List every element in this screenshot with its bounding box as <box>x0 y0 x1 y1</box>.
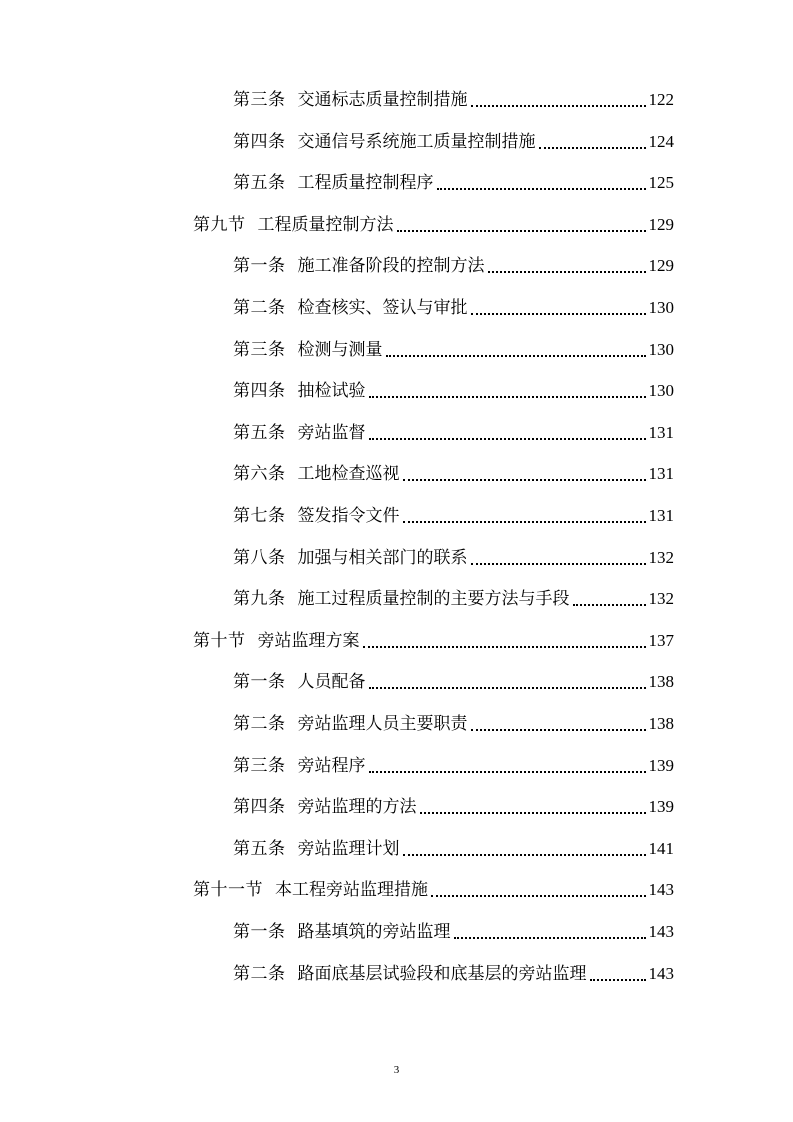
toc-section-entry[interactable] <box>193 213 674 237</box>
toc-entry-title: 加强与相关部门的联系 <box>297 547 468 568</box>
toc-entry-page: 143 <box>648 922 674 941</box>
toc-entry[interactable] <box>233 421 674 445</box>
toc-entry-title: 工程质量控制方法 <box>257 214 394 235</box>
toc-entry-title: 旁站监理的方法 <box>297 797 417 818</box>
toc-entry-title: 检测与测量 <box>297 339 383 360</box>
toc-leader-dots <box>363 646 646 648</box>
toc-entry-page: 130 <box>648 298 674 317</box>
toc-entry-title: 路面底基层试验段和底基层的旁站监理 <box>297 963 587 984</box>
toc-entry-number: 第一条 <box>233 922 286 942</box>
toc-entry-page: 137 <box>648 630 674 650</box>
toc-leader-dots <box>539 147 646 149</box>
toc-entry-number: 第九节 <box>193 214 246 235</box>
page-number: 3 <box>393 1064 400 1076</box>
toc-entry[interactable] <box>233 88 674 112</box>
toc-entry-number: 第五条 <box>233 173 286 194</box>
toc-entry[interactable] <box>233 338 674 362</box>
toc-leader-dots <box>403 521 646 523</box>
toc-entry[interactable] <box>233 296 674 320</box>
toc-leader-dots <box>471 729 646 731</box>
toc-entry-title: 旁站监理计划 <box>297 838 400 859</box>
toc-entry-page: 132 <box>648 547 674 567</box>
toc-leader-dots <box>488 271 646 273</box>
toc-entry-page: 130 <box>648 339 674 359</box>
toc-leader-dots <box>437 188 646 190</box>
toc-entry[interactable] <box>233 504 674 528</box>
toc-entry-title: 旁站监督 <box>297 422 366 443</box>
toc-entry-page: 143 <box>648 963 674 983</box>
toc-leader-dots <box>454 937 646 939</box>
toc-section-entry[interactable] <box>193 878 674 902</box>
toc-leader-dots <box>369 396 646 398</box>
toc-entry-number: 第一条 <box>233 672 286 693</box>
toc-entry[interactable] <box>233 795 674 819</box>
toc-entry-number: 第六条 <box>233 464 286 485</box>
toc-entry[interactable] <box>233 920 674 944</box>
toc-entry-title: 人员配备 <box>297 672 366 693</box>
toc-entry-page: 141 <box>648 838 674 858</box>
toc-entry-page: 129 <box>648 256 674 276</box>
toc-entry[interactable] <box>233 754 674 778</box>
toc-entry[interactable] <box>233 670 674 694</box>
toc-entry-title: 检查核实、签认与审批 <box>297 298 468 318</box>
toc-entry-page: 143 <box>648 880 674 900</box>
toc-leader-dots <box>369 771 646 773</box>
toc-entry-number: 第八条 <box>233 547 286 568</box>
toc-leader-dots <box>471 313 646 315</box>
toc-entry[interactable] <box>233 712 674 736</box>
toc-entry-number: 第十一节 <box>193 880 263 901</box>
toc-leader-dots <box>420 812 646 814</box>
toc-entry-number: 第三条 <box>233 755 286 776</box>
toc-leader-dots <box>573 604 646 606</box>
toc-entry-number: 第三条 <box>233 90 286 110</box>
toc-entry-number: 第九条 <box>233 589 286 610</box>
toc-entry[interactable] <box>233 171 674 195</box>
toc-leader-dots <box>471 563 646 565</box>
toc-entry-number: 第二条 <box>233 963 286 984</box>
toc-entry[interactable] <box>233 837 674 861</box>
toc-entry-page: 131 <box>648 464 674 484</box>
toc-entry-title: 工地检查巡视 <box>297 464 400 485</box>
toc-entry-number: 第五条 <box>233 422 286 443</box>
toc-entry-number: 第二条 <box>233 714 286 734</box>
toc-leader-dots <box>403 479 646 481</box>
toc-leader-dots <box>471 105 646 107</box>
toc-entry-title: 施工过程质量控制的主要方法与手段 <box>297 589 570 610</box>
toc-entry-title: 路基填筑的旁站监理 <box>297 922 451 942</box>
toc-entry-page: 139 <box>648 755 674 775</box>
toc-entry-title: 旁站监理人员主要职责 <box>297 714 468 734</box>
toc-entry-page: 138 <box>648 714 674 733</box>
toc-section-entry[interactable] <box>193 629 674 653</box>
toc-entry-number: 第二条 <box>233 298 286 318</box>
toc-entry-number: 第七条 <box>233 506 286 526</box>
toc-entry-page: 139 <box>648 797 674 817</box>
toc-entry-title: 本工程旁站监理措施 <box>275 880 428 901</box>
toc-entry-title: 签发指令文件 <box>297 506 400 526</box>
toc-leader-dots <box>386 355 646 357</box>
toc-entry[interactable] <box>233 462 674 486</box>
toc-entry-number: 第三条 <box>233 339 286 360</box>
toc-entry-title: 交通标志质量控制措施 <box>297 90 468 110</box>
toc-leader-dots <box>397 230 646 232</box>
toc-entry-page: 131 <box>648 422 674 442</box>
toc-leader-dots <box>369 687 646 689</box>
toc-entry-page: 129 <box>648 214 674 234</box>
toc-leader-dots <box>431 895 646 897</box>
toc-entry-number: 第一条 <box>233 256 286 277</box>
toc-entry-title: 旁站监理方案 <box>257 630 360 651</box>
toc-entry[interactable] <box>233 587 674 611</box>
toc-entry-number: 第十节 <box>193 630 246 651</box>
toc-entry-title: 工程质量控制程序 <box>297 173 434 194</box>
toc-leader-dots <box>590 979 646 981</box>
toc-entry-number: 第四条 <box>233 131 286 152</box>
toc-entry-number: 第五条 <box>233 838 286 859</box>
toc-entry-page: 122 <box>648 90 674 109</box>
toc-entry-number: 第四条 <box>233 797 286 818</box>
toc-entry-page: 131 <box>648 506 674 525</box>
toc-entry[interactable] <box>233 130 674 154</box>
toc-leader-dots <box>369 438 646 440</box>
toc-entry[interactable] <box>233 254 674 278</box>
toc-entry-title: 抽检试验 <box>297 381 366 402</box>
toc-leader-dots <box>403 854 646 856</box>
toc-entry-page: 130 <box>648 381 674 401</box>
toc-entry-page: 138 <box>648 672 674 692</box>
toc-entry-page: 132 <box>648 589 674 609</box>
toc-entry-title: 交通信号系统施工质量控制措施 <box>297 131 536 152</box>
toc-entry[interactable] <box>233 379 674 403</box>
toc-entry-title: 旁站程序 <box>297 755 366 776</box>
toc-entry-number: 第四条 <box>233 381 286 402</box>
toc-entry-page: 125 <box>648 173 674 193</box>
toc-entry-page: 124 <box>648 131 674 151</box>
toc-entry[interactable] <box>233 962 674 986</box>
toc-entry[interactable] <box>233 546 674 570</box>
toc-entry-title: 施工准备阶段的控制方法 <box>297 256 485 277</box>
